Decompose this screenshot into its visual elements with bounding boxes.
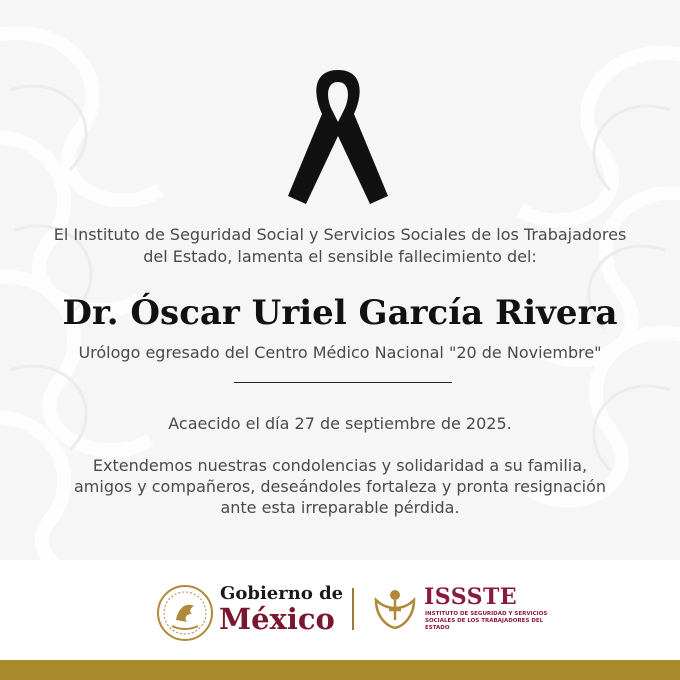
- issste-logo: [372, 586, 418, 630]
- gold-bottom-bar: [0, 660, 680, 680]
- mexico-coat-of-arms-seal: [156, 584, 214, 642]
- footer-logos: [0, 560, 680, 660]
- mourning-ribbon-icon: [284, 66, 392, 208]
- deceased-title: Urólogo egresado del Centro Médico Nacional "20 de Noviembre": [78, 343, 602, 362]
- gobierno-de-text: Gobierno de: [220, 583, 344, 604]
- issste-name: ISSSTE: [424, 584, 518, 610]
- logo-divider: [352, 588, 354, 630]
- condolences-text: Extendemos nuestras condolencias y solidaridad a su familia, amigos y compañeros, deseándoles fortaleza y pronta resignación ante esta irreparable pérdida.: [74, 456, 606, 517]
- divider-rule: [234, 382, 452, 383]
- mexico-text: México: [219, 602, 335, 636]
- intro-text: El Instituto de Seguridad Social y Servicios Sociales de los Trabajadores del Estado, lamenta el sensible fallecimiento del:: [53, 225, 627, 266]
- issste-subtitle: INSTITUTO DE SEGURIDAD Y SERVICIOS SOCIALES DE LOS TRABAJADORES DEL ESTADO: [425, 611, 548, 631]
- date-of-death: Acaecido el día 27 de septiembre de 2025.: [168, 414, 512, 433]
- deceased-name: Dr. Óscar Uriel García Rivera: [62, 293, 618, 333]
